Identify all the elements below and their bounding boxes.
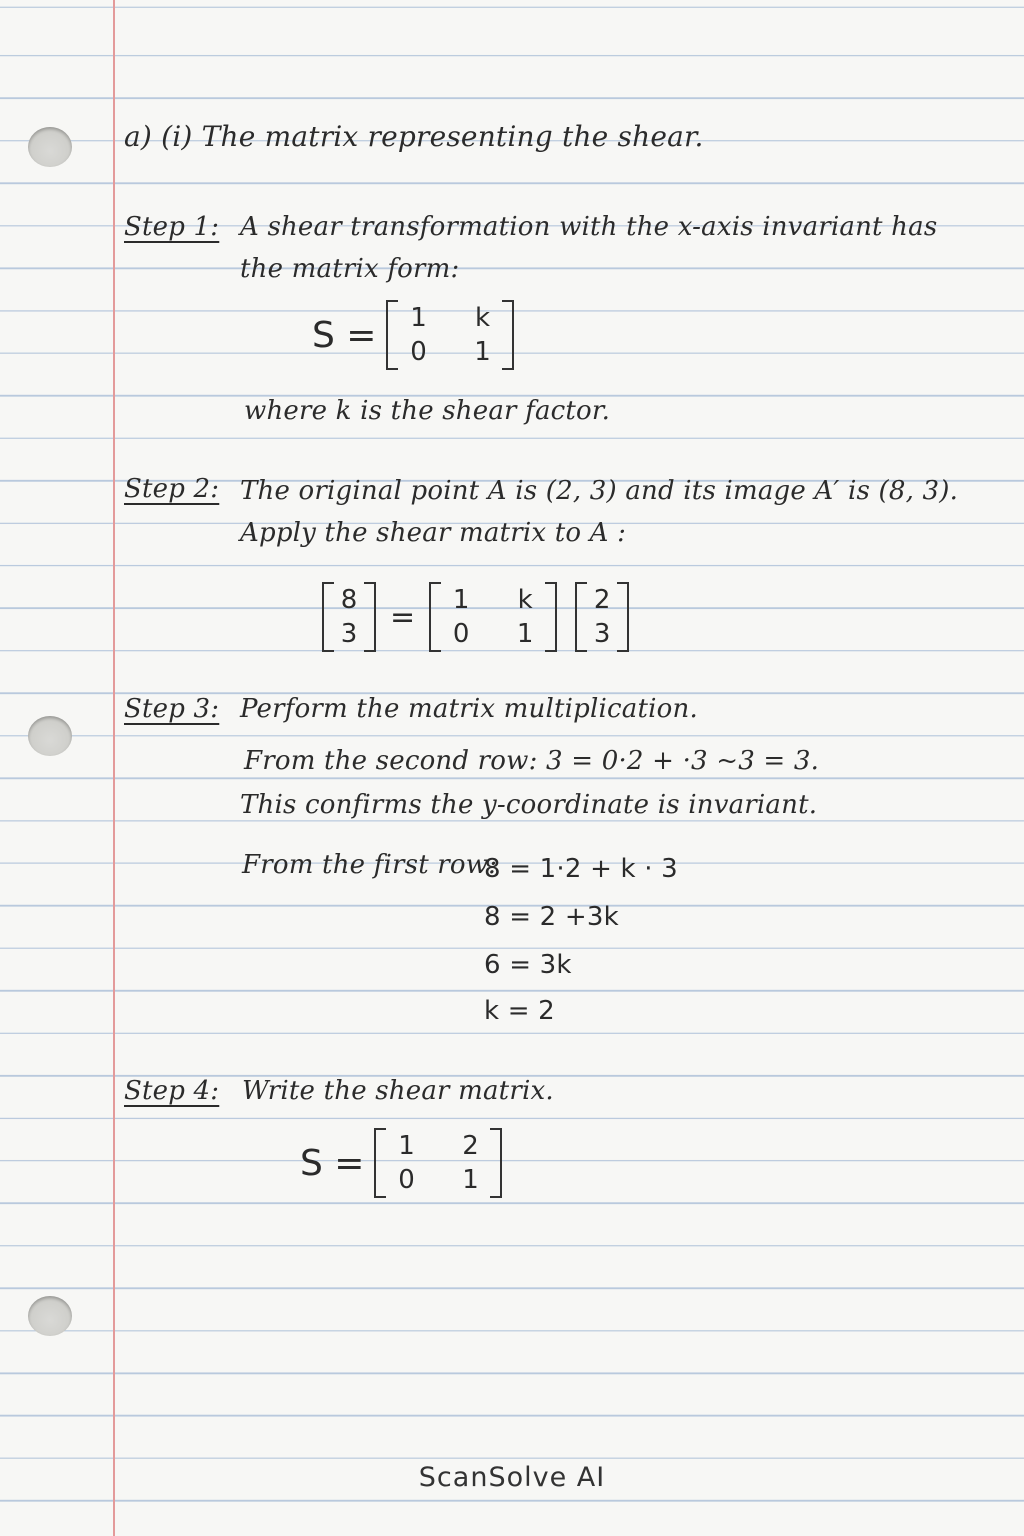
right-bracket [502,300,514,370]
step3-equation-3: 6 = 3k [484,950,572,980]
step2-line2: Apply the shear matrix to A : [240,518,627,548]
step3-equation-1: 8 = 1·2 + k · 3 [484,854,678,884]
step1-matrix [398,301,502,369]
step3-first-row-label: From the first row: [242,850,498,880]
matrix-cell: 1 [474,337,491,367]
step4-matrix [386,1129,490,1197]
punch-hole-top [28,127,72,167]
step3-line3: This confirms the y-coordinate is invariant. [240,790,818,820]
step1-line1: A shear transformation with the x-axis invariant has [240,212,938,242]
step4-line1: Write the shear matrix. [242,1076,554,1106]
step3-equation-2: 8 = 2 +3k [484,902,619,932]
matrix-cell: 1 [410,303,427,333]
step2-matrix-equation [322,582,629,652]
matrix-cell: 0 [452,619,470,649]
step4-label: Step 4: [124,1076,220,1106]
step1-matrix-name: S = [312,314,377,356]
vector-cell: 3 [340,619,358,649]
step2-shear-matrix [441,583,545,651]
right-bracket [364,582,376,652]
punch-hole-middle [28,716,72,756]
step1-note: where k is the shear factor. [244,396,611,426]
matrix-cell: 1 [516,619,534,649]
matrix-cell: 1 [462,1165,479,1195]
right-bracket [617,582,629,652]
step3-label: Step 3: [124,694,220,724]
matrix-cell: k [474,303,490,333]
step3-equation-4: k = 2 [484,996,555,1026]
punch-hole-bottom [28,1296,72,1336]
left-bracket [429,582,441,652]
right-bracket [545,582,557,652]
left-bracket [386,300,398,370]
vector-cell: 3 [593,619,611,649]
step3-line1: Perform the matrix multiplication. [240,694,698,724]
matrix-cell: 0 [410,337,427,367]
brand-watermark: ScanSolve AI [418,1462,606,1493]
question-title: a) (i) The matrix representing the shear. [124,120,704,153]
step1-label: Step 1: [124,212,220,242]
step2-line1: The original point A is (2, 3) and its image A′ is (8, 3). [240,476,959,506]
margin-line [113,0,115,1536]
step4-matrix-name: S = [300,1142,365,1184]
step2-lhs-vector [334,583,364,651]
step3-line2: From the second row: 3 = 0·2 + ·3 ~3 = 3. [244,746,820,776]
vector-cell: 2 [593,585,611,615]
matrix-cell: 0 [398,1165,415,1195]
matrix-cell: 1 [398,1131,415,1161]
vector-cell: 8 [340,585,358,615]
step4-matrix-equation [300,1128,502,1198]
matrix-cell: 1 [452,585,470,615]
step2-label: Step 2: [124,474,220,504]
step1-matrix-equation [312,300,514,370]
left-bracket [374,1128,386,1198]
left-bracket [322,582,334,652]
step1-line2: the matrix form: [240,254,460,284]
step2-point-vector [587,583,617,651]
equals-sign: = [390,599,416,635]
matrix-cell: 2 [462,1131,479,1161]
right-bracket [490,1128,502,1198]
left-bracket [575,582,587,652]
matrix-cell: k [517,585,533,615]
